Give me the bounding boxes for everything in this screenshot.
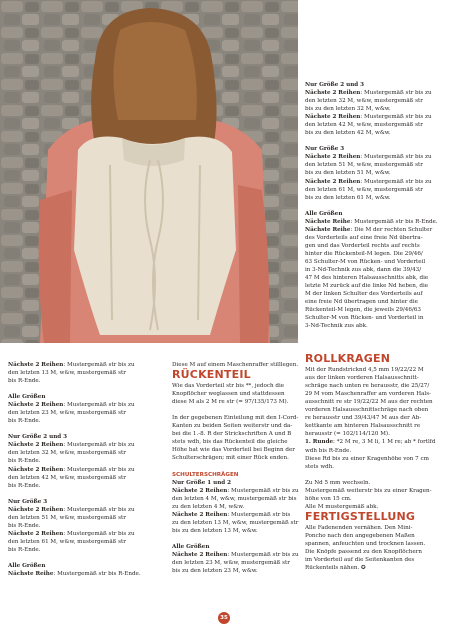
text-line xyxy=(305,161,447,169)
text-run: in 3-Nd-Technik zus abk, dann die 39/43/ xyxy=(305,266,422,273)
text-run: bei die 1.-8. R der Strickschriften A und B xyxy=(172,431,292,438)
text-run: 47 M des hinteren Halsausschnitts abk, die xyxy=(305,275,429,282)
text-run: : Mustergemäß str bis xyxy=(227,511,291,518)
text-line xyxy=(305,479,447,487)
text-line xyxy=(8,562,166,570)
text-line xyxy=(305,242,447,250)
text-line xyxy=(172,543,300,551)
text-line xyxy=(8,401,166,409)
text-line xyxy=(305,298,447,306)
bold-label: Nächste Reihe xyxy=(305,226,351,233)
text-line xyxy=(305,97,447,105)
text-line xyxy=(172,487,300,495)
text-run: des Vorderteils auf eine freie Nd übertra- xyxy=(305,234,423,241)
text-run: Poncho nach den angegebenen Maßen xyxy=(305,532,415,539)
text-run: kettkante am hinteren Halsausschnitt re xyxy=(305,423,421,430)
text-run: bis R-Ende. xyxy=(8,482,41,489)
bold-label: Nächste 2 Reihen xyxy=(305,178,361,185)
paragraph-gap xyxy=(305,471,447,479)
bold-label: Nächste 2 Reihen xyxy=(172,511,228,518)
page-number: 35 xyxy=(218,612,230,624)
text-line xyxy=(305,314,447,322)
text-run: bis R-Ende. xyxy=(8,458,41,465)
text-line xyxy=(305,414,447,422)
text-run: 63 Schulter-M von Rücken- und Vorderteil xyxy=(305,258,426,265)
text-line xyxy=(305,495,447,503)
text-line xyxy=(305,556,447,564)
text-line xyxy=(172,398,300,406)
text-run: : Mustergemäß str bis zu xyxy=(227,487,299,494)
text-line xyxy=(305,81,447,89)
text-line xyxy=(8,457,166,465)
text-line xyxy=(305,282,447,290)
text-run: : Mustergemäß str bis zu xyxy=(360,178,432,185)
bold-label: Alle Größen xyxy=(8,562,46,569)
text-line xyxy=(8,514,166,522)
text-run: im Vorderteil auf die Seitenkanten des xyxy=(305,557,415,564)
text-line xyxy=(305,447,447,455)
text-run: den letzten 51 M, w&w, mustergemäß str xyxy=(8,514,126,521)
text-run: bis zu den letzten 32 M, w&w. xyxy=(305,106,391,113)
text-line xyxy=(305,153,447,161)
text-line xyxy=(172,382,300,390)
text-line xyxy=(172,454,300,462)
text-line xyxy=(8,361,166,369)
text-line xyxy=(305,178,447,186)
text-run: Alle Fadenenden vernähen. Den Mini- xyxy=(305,524,413,531)
left-column xyxy=(8,361,166,578)
text-line xyxy=(305,422,447,430)
text-run: zu den letzten 13 M, w&w, mustergemäß str xyxy=(172,519,299,526)
text-run: höhe von 15 cm. xyxy=(305,495,352,502)
text-run: aus der linken vorderen Halsausschnitt- xyxy=(305,375,419,382)
text-run: Wie das Vorderteil str bis **, jedoch die xyxy=(172,383,285,390)
text-line xyxy=(8,449,166,457)
paragraph-gap xyxy=(305,202,447,210)
text-line xyxy=(8,498,166,506)
text-line xyxy=(305,145,447,153)
text-run: : Mustergemäß str bis R-Ende. xyxy=(350,218,438,225)
subsection-heading: SCHULTERSCHRÄGEN xyxy=(172,471,239,478)
text-line xyxy=(305,113,447,121)
text-run: : *2 M re, 3 M li, 1 M re; ab * fortlfd xyxy=(333,439,436,446)
bold-label: Nächste 2 Reihen xyxy=(305,90,361,97)
text-run: den letzten 42 M, w&w, mustergemäß str xyxy=(8,474,126,481)
text-run: : Mustergemäß str bis zu xyxy=(63,506,135,513)
text-run: Knopflöcher weglassen und stattdessen xyxy=(172,391,285,398)
text-run: re herausstr und 39/43/47 M aus der Ab- xyxy=(305,415,422,422)
text-line xyxy=(172,438,300,446)
text-line xyxy=(305,532,447,540)
paragraph-gap xyxy=(172,406,300,414)
text-run: 3-Nd-Technik zus abk. xyxy=(305,323,368,330)
bold-label: Nur Größe 2 und 3 xyxy=(305,82,365,88)
text-line xyxy=(172,414,300,422)
text-line xyxy=(8,570,166,578)
text-line xyxy=(172,559,300,567)
text-run: bis R-Ende. xyxy=(8,522,41,529)
text-line xyxy=(305,266,447,274)
section-heading: RÜCKENTEIL xyxy=(172,368,251,382)
text-line xyxy=(8,409,166,417)
photo-illustration xyxy=(0,0,298,343)
text-line xyxy=(172,511,300,519)
bold-label: Nächste 2 Reihen xyxy=(8,362,64,368)
text-line xyxy=(8,393,166,401)
text-line xyxy=(305,382,447,390)
bold-label: 1. Runde xyxy=(305,439,334,446)
text-line xyxy=(172,422,300,430)
text-run: Mustergemäß weiterstr bis zu einer Kragen- xyxy=(305,487,432,494)
text-run: Schulterschrägen; mit einer Rück enden. xyxy=(172,455,289,462)
text-line xyxy=(305,398,447,406)
text-line xyxy=(305,564,447,572)
text-run: bis zu den letzten 13 M, w&w. xyxy=(172,527,258,534)
text-run: : Mustergemäß str bis zu xyxy=(227,551,299,558)
text-run: : Mustergemäß str bis zu xyxy=(63,442,135,449)
text-line xyxy=(305,366,447,374)
text-run: Rückenteils nähen. ✪ xyxy=(305,565,366,572)
text-line xyxy=(172,551,300,559)
paragraph-gap xyxy=(8,385,166,393)
text-run: bis R-Ende. xyxy=(8,546,41,553)
text-line xyxy=(305,186,447,194)
text-line xyxy=(305,540,447,548)
text-run: den letzten 61 M, w&w, mustergemäß str xyxy=(8,538,126,545)
text-line xyxy=(305,105,447,113)
text-run: den letzten 23 M, w&w, mustergemäß str xyxy=(8,410,126,417)
text-run: Alle M mustergemäß abk. xyxy=(305,503,379,510)
text-line xyxy=(8,441,166,449)
text-run: Die Knöpfe passend zu den Knopflöchern xyxy=(305,549,422,556)
text-line xyxy=(8,506,166,514)
text-run: stets wdh, bis das Rückenteil die gleiche xyxy=(172,439,288,446)
text-run: : Mustergemäß str bis zu xyxy=(360,114,432,121)
text-run: den letzten 51 M, w&w, mustergemäß str xyxy=(305,162,423,169)
text-line xyxy=(305,290,447,298)
text-line xyxy=(8,377,166,385)
text-run: hinter die Rückenteil-M legen. Die 29/46/ xyxy=(305,250,423,257)
text-line xyxy=(305,438,447,446)
paragraph-gap xyxy=(8,425,166,433)
text-line xyxy=(305,274,447,282)
text-line xyxy=(305,487,447,495)
text-line xyxy=(305,524,447,532)
bold-label: Nächste 2 Reihen xyxy=(172,551,228,558)
text-run: : Mustergemäß str bis zu xyxy=(63,530,135,537)
text-run: 29 M vom Maschenraffer am vorderen Hals- xyxy=(305,391,431,398)
text-line xyxy=(305,390,447,398)
bold-label: Nächste Reihe xyxy=(8,571,54,578)
paragraph-gap xyxy=(8,490,166,498)
bold-label: Nur Größe 2 und 3 xyxy=(8,434,68,441)
text-run: Rückenteil-M legen, die jeweils 29/46/63 xyxy=(305,307,421,314)
text-run: : Mustergemäß str bis zu xyxy=(360,90,432,97)
text-line xyxy=(8,482,166,490)
right-top-column xyxy=(305,81,447,330)
text-run: : Mustergemäß str bis zu xyxy=(63,362,135,368)
text-run: Mit der Rundstricknd 4,5 mm 19/22/22 M xyxy=(305,367,424,374)
text-line xyxy=(305,234,447,242)
text-line xyxy=(172,430,300,438)
text-run: gen und das Vorderteil rechts auf rechts xyxy=(305,242,420,249)
text-run: eine freie Nd übertragen und hinter die xyxy=(305,299,418,306)
text-line xyxy=(305,322,447,330)
text-line xyxy=(305,374,447,382)
text-run: Höhe hat wie das Vorderteil bei Beginn der xyxy=(172,447,295,454)
text-run: bis R-Ende. xyxy=(8,378,41,385)
text-line xyxy=(305,194,447,202)
text-run: ausschnitt re str 19/22/22 M aus der rechten xyxy=(305,399,433,406)
bold-label: Nur Größe 3 xyxy=(305,146,345,153)
text-line xyxy=(305,226,447,234)
text-run: bis zu den letzten 51 M, w&w. xyxy=(305,170,391,177)
bold-label: Nächste 2 Reihen xyxy=(8,506,64,513)
text-line xyxy=(305,258,447,266)
text-run: Schulter-M von Rücken- und Vorderteil in xyxy=(305,315,424,322)
text-line xyxy=(172,503,300,511)
bold-label: Nächste 2 Reihen xyxy=(305,154,361,161)
text-run: : Mustergemäß str bis zu xyxy=(360,154,432,161)
text-line xyxy=(305,463,447,471)
text-run: Diese M auf einem Maschenraffer stilllegen. xyxy=(172,362,299,368)
text-line xyxy=(305,548,447,556)
text-run: M der linken Schulter des Vorderteils auf xyxy=(305,291,423,298)
text-line xyxy=(172,519,300,527)
text-line xyxy=(172,495,300,503)
text-line xyxy=(8,369,166,377)
text-run: den letzten 32 M, w&w, mustergemäß str xyxy=(8,450,126,457)
photo-woman-knitted-vest xyxy=(0,0,298,343)
text-run: wdh bis R-Ende. xyxy=(305,447,352,454)
paragraph-gap xyxy=(305,137,447,145)
text-run: diese M als 2 M re str (= 97/135/173 M). xyxy=(172,399,289,406)
text-line xyxy=(8,417,166,425)
text-run: den letzten 32 M, w&w, mustergemäß str xyxy=(305,98,423,105)
bold-label: Nur Größe 3 xyxy=(8,498,48,505)
bold-label: Nächste 2 Reihen xyxy=(8,442,64,449)
section-heading: ROLLKRAGEN xyxy=(305,352,391,365)
text-run: Kanten zu beiden Seiten weiterstr und da- xyxy=(172,423,293,430)
middle-column xyxy=(172,361,300,575)
paragraph-gap xyxy=(172,535,300,543)
bold-label: Nächste Reihe xyxy=(305,218,351,225)
text-run: letzte M zurück auf die linke Nd heben, die xyxy=(305,283,429,290)
text-line xyxy=(305,129,447,137)
text-line xyxy=(305,406,447,414)
text-run: In der gegebenen Einteilung mit den I-Cord- xyxy=(172,415,299,422)
text-line xyxy=(8,538,166,546)
bold-label: Alle Größen xyxy=(305,210,343,217)
bold-label: Alle Größen xyxy=(8,394,46,401)
text-run: den letzten 42 M, w&w, mustergemäß str xyxy=(305,122,423,129)
bold-label: Nächste 2 Reihen xyxy=(8,466,64,473)
text-run: Diese Rd bis zu einer Kragenhöhe von 7 cm xyxy=(305,455,429,462)
text-line xyxy=(305,306,447,314)
text-line xyxy=(8,474,166,482)
text-run: den letzten 13 M, w&w, mustergemäß str xyxy=(8,370,126,377)
text-line xyxy=(8,466,166,474)
text-run: schräge nach unten re herausstr, die 25/27/ xyxy=(305,383,430,390)
text-line xyxy=(8,530,166,538)
paragraph-gap xyxy=(172,463,300,471)
text-line xyxy=(172,479,300,487)
text-run: stets wdh. xyxy=(305,463,335,470)
text-line xyxy=(172,567,300,575)
text-line xyxy=(305,455,447,463)
bold-label: Nächste 2 Reihen xyxy=(172,487,228,494)
text-line xyxy=(305,430,447,438)
text-run: den letzten 4 M, w&w, mustergemäß str bis xyxy=(172,495,297,502)
text-line xyxy=(305,210,447,218)
text-line xyxy=(8,433,166,441)
section-heading: FERTIGSTELLUNG xyxy=(305,509,416,523)
text-line xyxy=(305,169,447,177)
text-line xyxy=(305,89,447,97)
text-line xyxy=(8,546,166,554)
text-run: : Mustergemäß str bis zu xyxy=(63,402,135,409)
text-run: bis R-Ende. xyxy=(8,418,41,425)
text-line xyxy=(305,250,447,258)
text-line xyxy=(305,218,447,226)
paragraph-gap xyxy=(8,554,166,562)
text-run: den letzten 23 M, w&w, mustergemäß str xyxy=(172,559,290,566)
text-run: : Mustergemäß str bis zu xyxy=(63,466,135,473)
text-run: : Die M der rechten Schulter xyxy=(350,226,433,233)
text-line xyxy=(172,446,300,454)
text-run: zu den letzten 4 M, w&w. xyxy=(172,503,245,510)
text-line xyxy=(305,121,447,129)
text-line xyxy=(172,390,300,398)
bold-label: Nächste 2 Reihen xyxy=(8,402,64,409)
text-run: den letzten 61 M, w&w, mustergemäß str xyxy=(305,186,423,193)
text-run: bis zu den letzten 42 M, w&w. xyxy=(305,130,391,137)
text-line xyxy=(172,527,300,535)
bold-label: Nächste 2 Reihen xyxy=(305,114,361,121)
text-line xyxy=(8,522,166,530)
text-run: vorderen Halsausschnittschräge nach oben xyxy=(305,407,429,414)
text-run: spannen, anfeuchten und trocknen lassen. xyxy=(305,540,426,547)
bold-label: Nur Größe 1 und 2 xyxy=(172,479,232,486)
bold-label: Nächste 2 Reihen xyxy=(8,530,64,537)
bold-label: Alle Größen xyxy=(172,543,210,550)
text-run: : Mustergemäß str bis R-Ende. xyxy=(53,571,141,578)
right-bottom-column xyxy=(305,353,447,572)
text-run: bis zu den letzten 23 M, w&w. xyxy=(172,568,258,575)
text-run: Zu Nd 5 mm wechseln. xyxy=(305,479,371,486)
text-run: bis zu den letzten 61 M, w&w. xyxy=(305,194,391,201)
text-run: herausstr (= 102/114/120 M). xyxy=(305,431,390,438)
